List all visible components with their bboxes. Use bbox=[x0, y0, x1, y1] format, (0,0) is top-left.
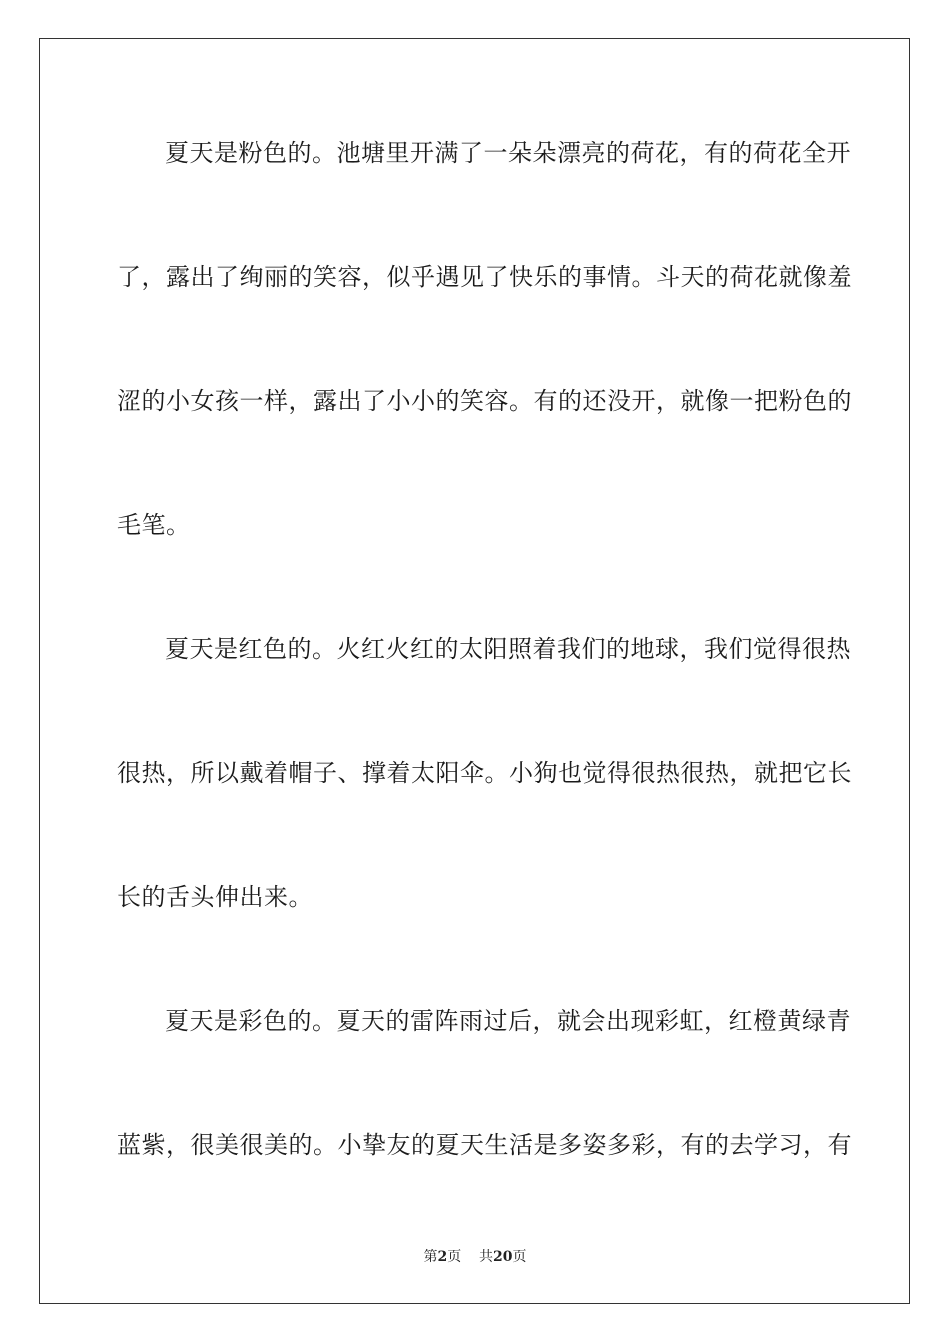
paragraph-1-line-1: 夏天是粉色的。池塘里开满了一朵朵漂亮的荷花，有的荷花全开 bbox=[165, 139, 851, 167]
total-prefix: 共 bbox=[479, 1249, 494, 1265]
total-pages: 20 bbox=[493, 1249, 513, 1265]
paragraph-2-line-3: 长的舌头伸出来。 bbox=[117, 883, 313, 911]
paragraph-3-line-2: 蓝紫，很美很美的。小挚友的夏天生活是多姿多彩，有的去学习，有 bbox=[117, 1131, 852, 1159]
paragraph-1-line-4: 毛笔。 bbox=[117, 511, 191, 539]
paragraph-2-line-1: 夏天是红色的。火红火红的太阳照着我们的地球，我们觉得很热 bbox=[165, 635, 851, 663]
page-number: 2 bbox=[437, 1249, 448, 1265]
page-border bbox=[39, 38, 910, 1304]
total-suffix: 页 bbox=[512, 1249, 527, 1265]
paragraph-2-line-2: 很热，所以戴着帽子、撑着太阳伞。小狗也觉得很热很热，就把它长 bbox=[117, 759, 852, 787]
paragraph-3-line-1: 夏天是彩色的。夏天的雷阵雨过后，就会出现彩虹，红橙黄绿青 bbox=[165, 1007, 851, 1035]
page-footer bbox=[0, 1248, 950, 1266]
page-suffix: 页 bbox=[447, 1249, 462, 1265]
page-prefix: 第 bbox=[423, 1249, 438, 1265]
paragraph-1-line-2: 了，露出了绚丽的笑容，似乎遇见了快乐的事情。斗天的荷花就像羞 bbox=[117, 263, 852, 291]
paragraph-1-line-3: 涩的小女孩一样，露出了小小的笑容。有的还没开，就像一把粉色的 bbox=[117, 387, 852, 415]
